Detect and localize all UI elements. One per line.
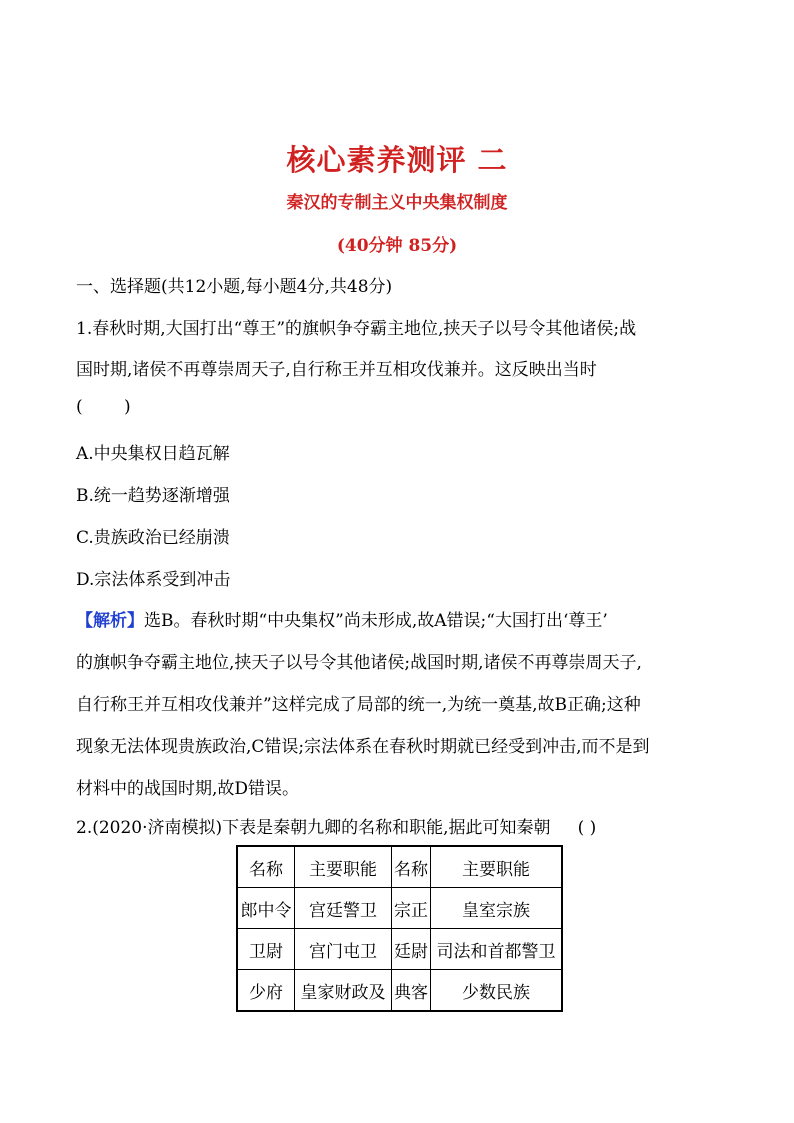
question-1-line-2: 国时期,诸侯不再尊崇周天子,自行称王并互相攻伐兼并。这反映出当时: [76, 360, 597, 380]
table-cell: 宫廷警卫: [295, 888, 392, 929]
analysis-line: 现象无法体现贵族政治,C错误;宗法体系在春秋时期就已经受到冲击,而不是到: [76, 737, 650, 757]
section-heading: 一、选择题(共12小题,每小题4分,共48分): [76, 277, 393, 297]
table-cell: 宫门屯卫: [295, 929, 392, 970]
analysis-line: 材料中的战国时期,故D错误。: [76, 779, 300, 799]
paren-open: (: [76, 397, 83, 417]
paren-close: ): [124, 397, 131, 417]
table-header-row: [237, 846, 562, 888]
question-2-stem: [76, 813, 596, 838]
table-row: [237, 929, 562, 970]
question-1-line-1: 1.春秋时期,大国打出“尊王”的旗帜争夺霸主地位,挟天子以号令其他诸侯;战: [76, 319, 637, 339]
analysis-line: 自行称王并互相攻伐兼并”这样完成了局部的统一,为统一奠基,故B正确;这种: [76, 695, 641, 715]
table-cell: 郎中令: [237, 888, 295, 929]
table-cell: 少府: [237, 970, 295, 1012]
analysis-tag: 【解析】: [76, 611, 144, 631]
table-cell: 皇室宗族: [431, 888, 563, 929]
table-header-cell: 名称: [237, 846, 295, 888]
table-cell: 典客: [392, 970, 431, 1012]
time-score-info: (40分钟 85分): [336, 236, 458, 256]
page-subtitle: 秦汉的专制主义中央集权制度: [286, 193, 508, 213]
ministers-table: [236, 845, 563, 1012]
table-cell: 宗正: [392, 888, 431, 929]
table-header-cell: 名称: [392, 846, 431, 888]
table-row: [237, 970, 562, 1012]
table-cell: 卫尉: [237, 929, 295, 970]
option-b: B.统一趋势逐渐增强: [76, 486, 230, 506]
table-cell: 少数民族: [431, 970, 563, 1012]
table-header-cell: 主要职能: [295, 846, 392, 888]
option-a: A.中央集权日趋瓦解: [76, 444, 230, 464]
analysis-text: 选B。春秋时期“中央集权”尚未形成,故A错误;“大国打出‘尊王’: [144, 611, 608, 631]
table-cell: 皇家财政及: [295, 970, 392, 1012]
table-cell: 司法和首都警卫: [431, 929, 563, 970]
answer-parenthesis: [76, 397, 131, 417]
table-cell: 廷尉: [392, 929, 431, 970]
option-d: D.宗法体系受到冲击: [76, 570, 231, 590]
option-c: C.贵族政治已经崩溃: [76, 528, 230, 548]
analysis-line: 的旗帜争夺霸主地位,挟天子以号令其他诸侯;战国时期,诸侯不再尊崇周天子,: [76, 653, 642, 673]
table-row: [237, 888, 562, 929]
table-header-cell: 主要职能: [431, 846, 563, 888]
question-2-text: 2.(2020·济南模拟)下表是秦朝九卿的名称和职能,据此可知秦朝: [76, 818, 551, 838]
analysis-line: [76, 606, 608, 631]
question-2-paren: ( ): [577, 818, 597, 838]
page-title: 核心素养测评 二: [286, 143, 508, 177]
